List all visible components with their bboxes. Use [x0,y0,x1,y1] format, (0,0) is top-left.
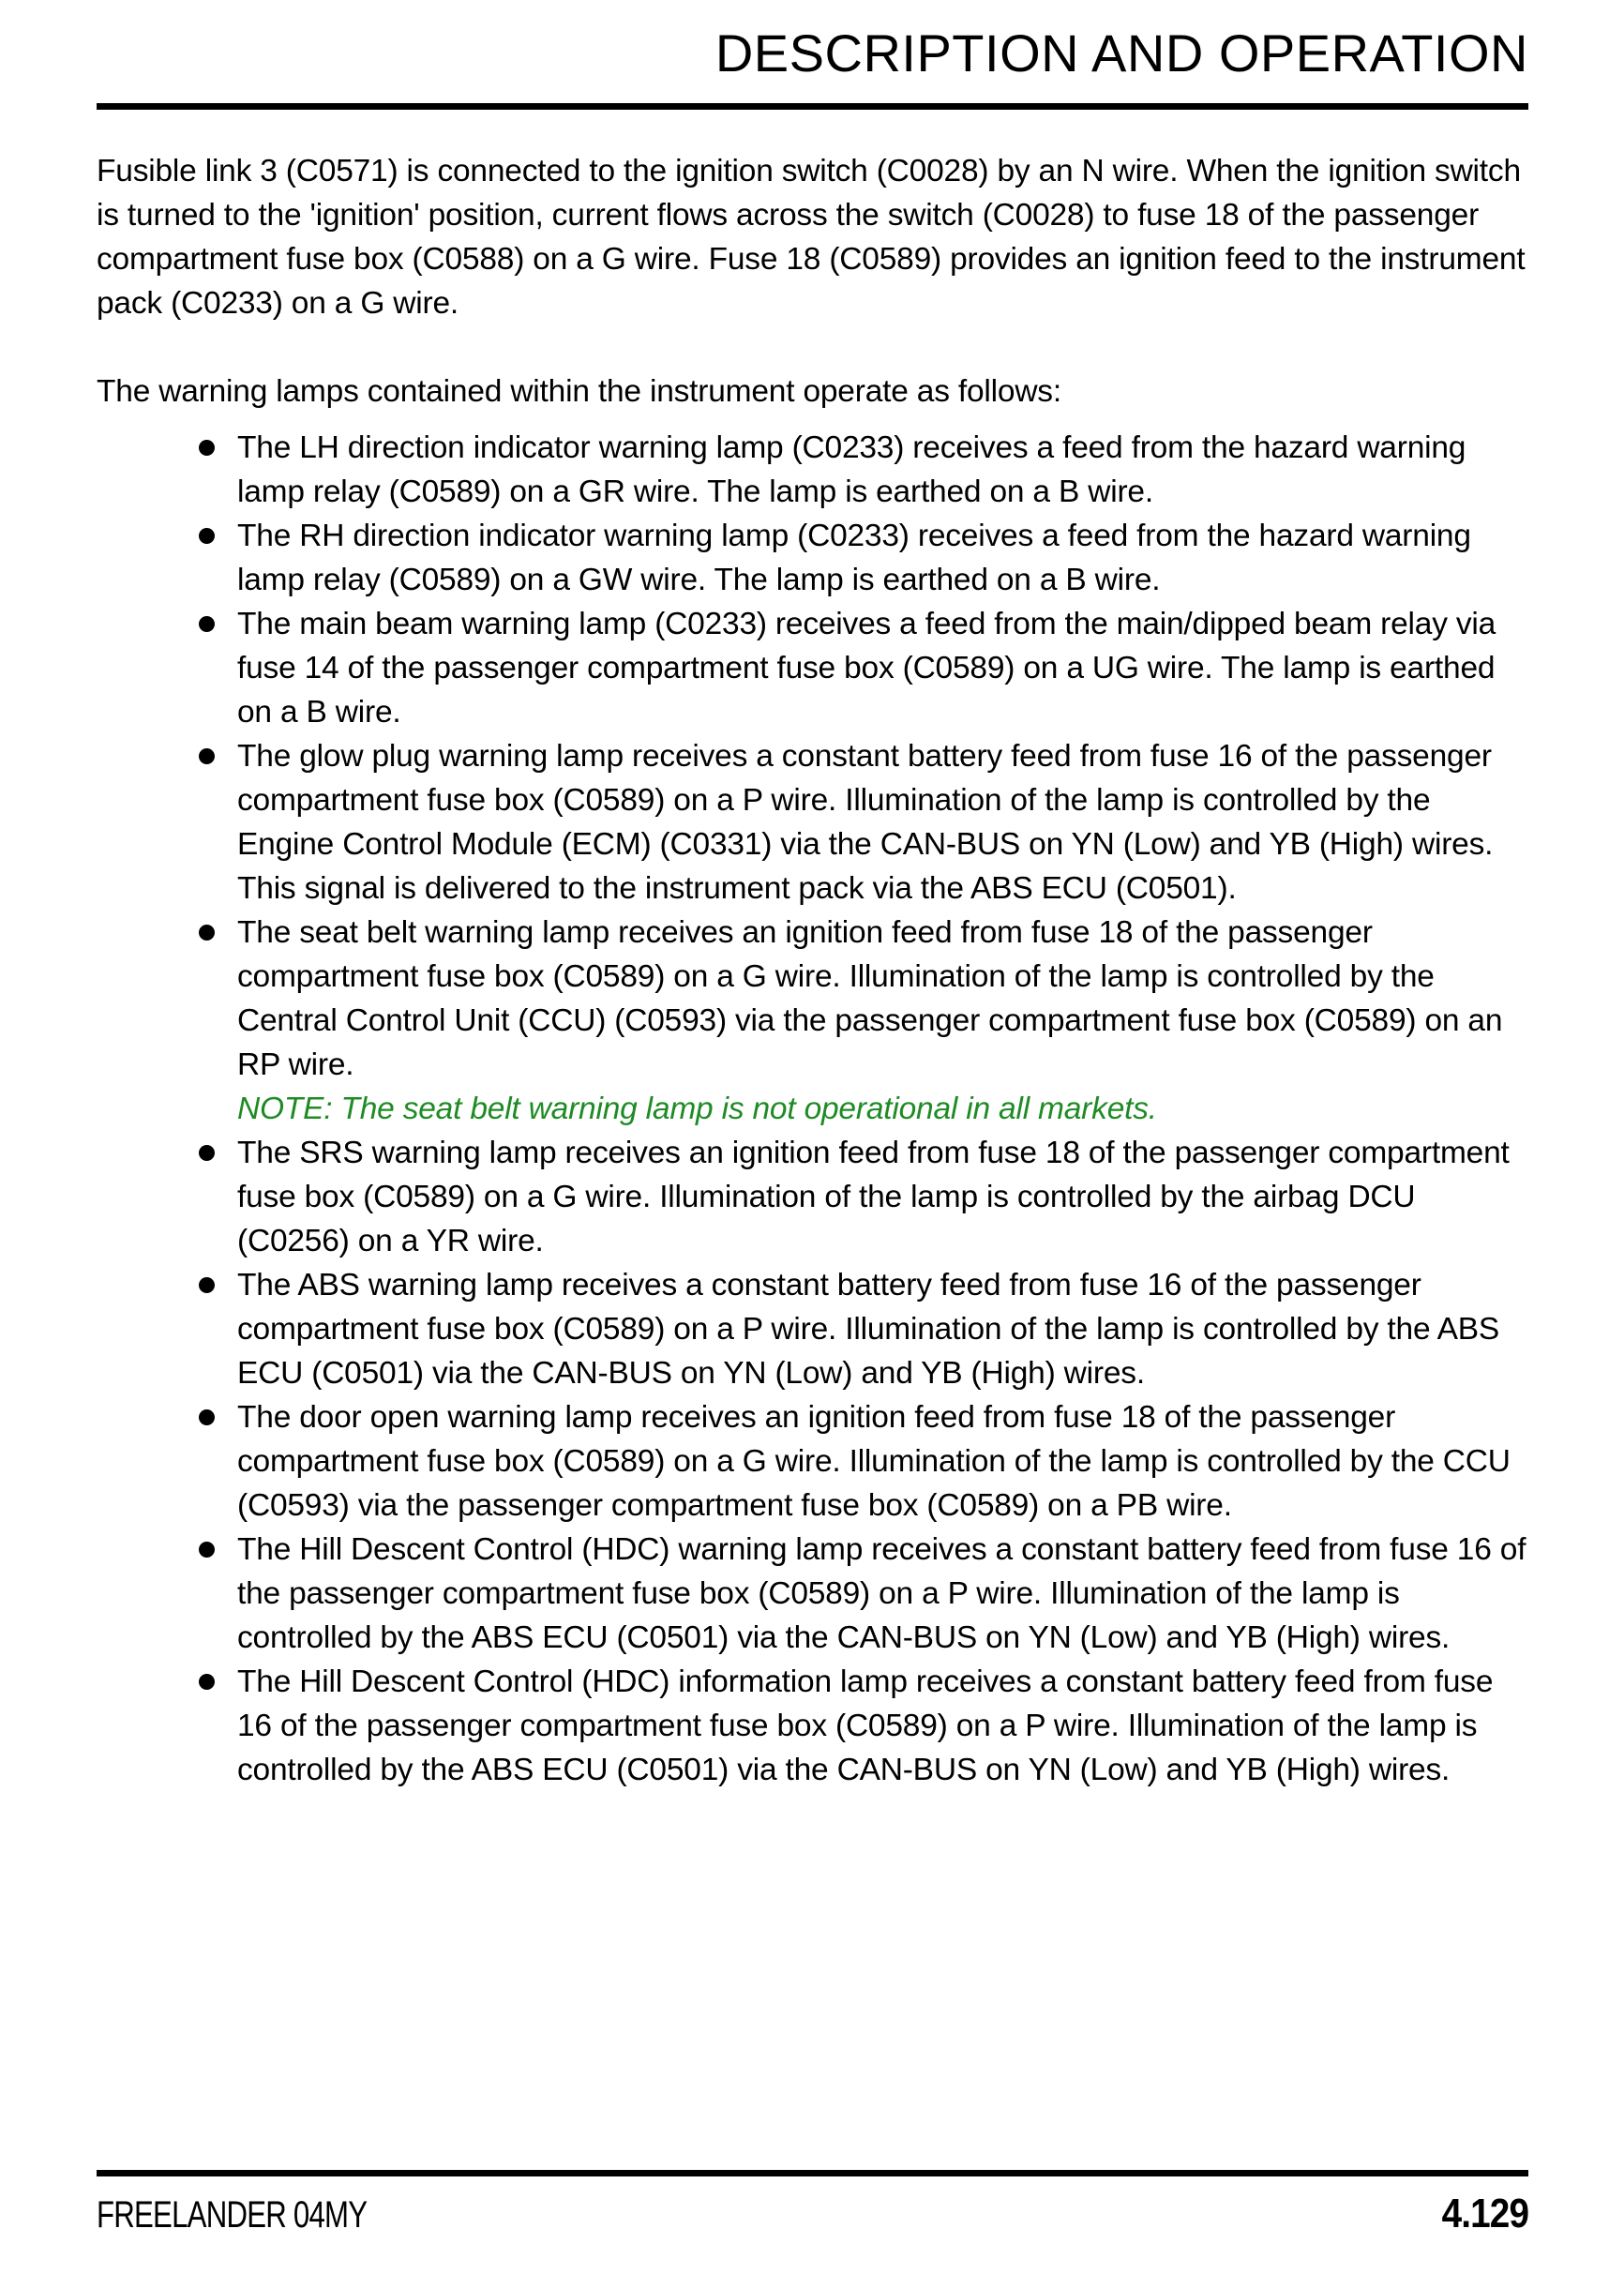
footer-page-number: 4.129 [1441,2191,1528,2236]
list-intro: The warning lamps contained within the instrument operate as follows: [97,374,1061,409]
list-item [97,426,1528,514]
list-item [97,1263,1528,1395]
list-item [97,514,1528,602]
page-footer [97,2191,1528,2237]
list-item-text: The glow plug warning lamp receives a constant battery feed from fuse 16 of the passenger compartment fuse box (C0589) on a P wire. Illumination of the lamp is controlled by the Engine Control Module (ECM) (C0331) via the CAN-BUS on YN (Low) and YB (High) wires. This signal is delivered to the instrument pack via the ABS ECU (C0501). [237,739,1494,906]
page-content-area [97,0,1528,1792]
bullet-icon [199,1409,215,1425]
list-item-text: The SRS warning lamp receives an ignition feed from fuse 18 of the passenger compartment fuse box (C0589) on a G wire. Illumination of the lamp is controlled by the airbag DCU (C0256) on a YR wire. [237,1136,1510,1258]
list-item [97,1528,1528,1660]
list-item-text: The Hill Descent Control (HDC) warning lamp receives a constant battery feed from fuse 16 of the passenger compartment fuse box (C0589) on a P wire. Illumination of the lamp is controlled by the ABS ECU (C0501) via the CAN-BUS on YN (Low) and YB (High) wires. [237,1532,1526,1655]
list-item [97,1131,1528,1263]
list-item [97,734,1528,911]
body-text [97,149,1528,1792]
list-item [97,602,1528,734]
page-title: DESCRIPTION AND OPERATION [714,23,1528,83]
list-item [97,1395,1528,1528]
bullet-icon [199,925,215,941]
footer-divider [97,2170,1528,2176]
list-item-text: The door open warning lamp receives an ignition feed from fuse 18 of the passenger compartment fuse box (C0589) on a G wire. Illumination of the lamp is controlled by the CCU (C0593) via the passenger compartment fuse box (C0589) on a PB wire. [237,1400,1511,1523]
bullet-icon [199,616,215,632]
bullet-icon [199,748,215,764]
bullet-icon [199,1542,215,1558]
bullet-icon [199,440,215,456]
note-text: NOTE: The seat belt warning lamp is not operational in all markets. [237,1092,1157,1126]
warning-lamp-list [97,426,1528,1792]
list-item-text: The ABS warning lamp receives a constant battery feed from fuse 16 of the passenger compartment fuse box (C0589) on a P wire. Illumination of the lamp is controlled by the ABS ECU (C0501) via the CAN-BUS on YN (Low) and YB (High) wires. [237,1268,1500,1391]
header-divider [97,103,1528,110]
list-item [97,1660,1528,1792]
bullet-icon [199,1674,215,1690]
list-item-text: The RH direction indicator warning lamp (C0233) receives a feed from the hazard warning lamp relay (C0589) on a GW wire. The lamp is earthed on a B wire. [237,519,1471,597]
bullet-icon [199,1145,215,1161]
list-item-text: The LH direction indicator warning lamp (C0233) receives a feed from the hazard warning lamp relay (C0589) on a GR wire. The lamp is earthed on a B wire. [237,430,1466,509]
bullet-icon [199,528,215,544]
list-item-text: The Hill Descent Control (HDC) information lamp receives a constant battery feed from fuse 16 of the passenger compartment fuse box (C0589) on a P wire. Illumination of the lamp is controlled by the ABS ECU (C0501) via the CAN-BUS on YN (Low) and YB (High) wires. [237,1664,1494,1787]
list-item [97,911,1528,1087]
list-item-text: The seat belt warning lamp receives an ignition feed from fuse 18 of the passenger compartment fuse box (C0589) on a G wire. Illumination of the lamp is controlled by the Central Control Unit (CCU) (C0593) via the passenger compartment fuse box (C0589) on an RP wire. [237,915,1503,1082]
footer-model-label: FREELANDER 04MY [97,2194,368,2236]
intro-paragraph: Fusible link 3 (C0571) is connected to the ignition switch (C0028) by an N wire. When the ignition switch is turned to the 'ignition' position, current flows across the switch (C0028) to fuse 18 of the passenger compartment fuse box (C0588) on a G wire. Fuse 18 (C0589) provides an ignition feed to the instrument pack (C0233) on a G wire. [97,154,1526,321]
list-item-text: The main beam warning lamp (C0233) receives a feed from the main/dipped beam relay via fuse 14 of the passenger compartment fuse box (C0589) on a UG wire. The lamp is earthed on a B wire. [237,607,1496,730]
bullet-icon [199,1277,215,1293]
